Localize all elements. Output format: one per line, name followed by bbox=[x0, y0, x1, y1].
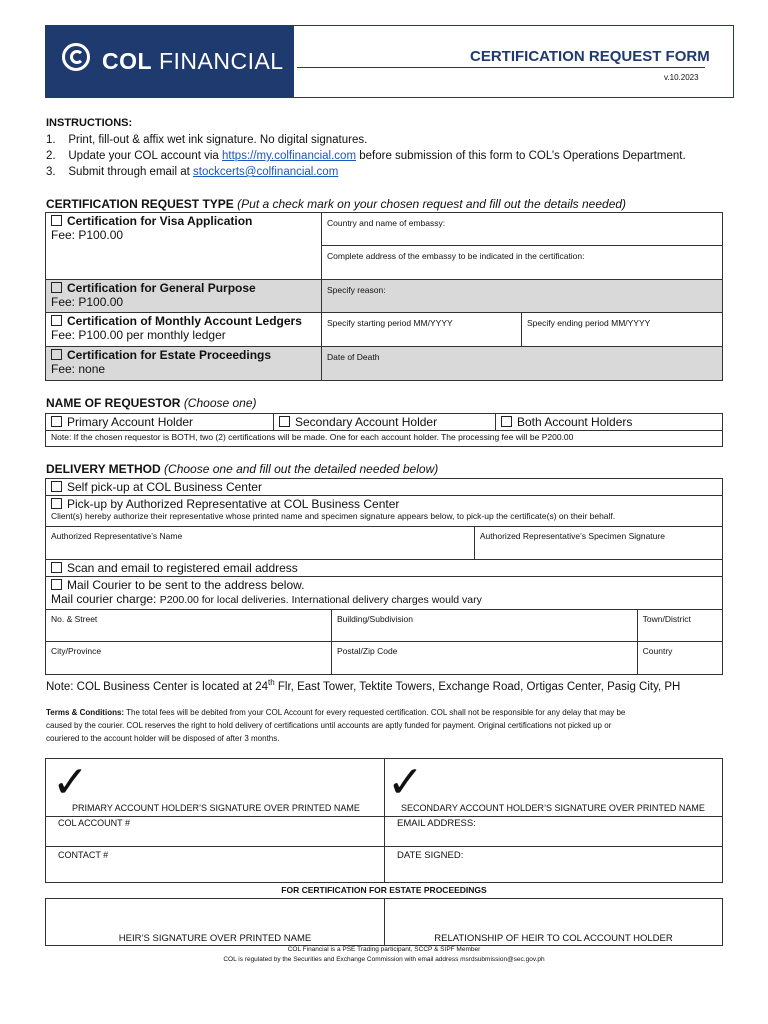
terms-line: caused by the courier. COL reserves the right to hold delivery of certifications until accounts are aptly funded for payment. Original certifications not picked up or bbox=[46, 721, 612, 730]
delivery-self-pickup-option[interactable]: Self pick-up at COL Business Center bbox=[46, 479, 723, 496]
terms-line: couriered to the account holder will be disposed of after 3 months. bbox=[46, 734, 280, 743]
checkbox-icon[interactable] bbox=[51, 349, 62, 360]
colfinancial-link[interactable]: https://my.colfinancial.com bbox=[222, 150, 357, 162]
brand-logo: COL FINANCIAL bbox=[102, 48, 284, 74]
footer-line: COL is regulated by the Securities and Exchange Commission with email address msrdsubmission@sec.gov.ph bbox=[223, 956, 545, 963]
secondary-signature-field[interactable] bbox=[385, 759, 723, 817]
address-country-field[interactable]: Country bbox=[637, 642, 722, 675]
estate-table bbox=[45, 898, 723, 946]
address-zip-field[interactable]: Postal/Zip Code bbox=[331, 642, 637, 675]
start-period-field[interactable]: Specify starting period MM/YYYY bbox=[322, 313, 522, 347]
cert-ledger-cell[interactable]: Certification of Monthly Account Ledgers Fee: P100.00 per monthly ledger bbox=[46, 313, 322, 347]
primary-signature-label: PRIMARY ACCOUNT HOLDER’S SIGNATURE OVER PRINTED NAME bbox=[72, 803, 360, 813]
address-street-field[interactable]: No. & Street bbox=[46, 610, 332, 642]
delivery-heading: DELIVERY METHOD (Choose one and fill out the detailed needed below) bbox=[46, 462, 439, 476]
checkbox-icon[interactable] bbox=[51, 498, 62, 509]
instructions-heading: INSTRUCTIONS: bbox=[46, 117, 133, 129]
cert-type-heading: CERTIFICATION REQUEST TYPE (Put a check mark on your chosen request and fill out the details needed) bbox=[46, 197, 627, 211]
checkbox-icon[interactable] bbox=[51, 315, 62, 326]
version-label: v.10.2023 bbox=[664, 73, 699, 82]
check-mark-icon: ✓ bbox=[387, 758, 424, 807]
instruction-item: 2. Update your COL account via https://my.colfinancial.com before submission of this form to COL’s Operations Department. bbox=[46, 150, 686, 162]
date-of-death-field[interactable]: Date of Death bbox=[322, 347, 723, 381]
footer-line: COL Financial is a PSE Trading participant, SCCP & SIPF Member bbox=[287, 946, 481, 953]
location-note: Note: COL Business Center is located at 24th Flr, East Tower, Tektite Towers, Exchange Road, Ortigas Center, Pasig City, PH bbox=[46, 678, 681, 693]
delivery-rep-pickup-option[interactable]: Pick-up by Authorized Representative at COL Business Center Client(s) hereby authorize their representative whose printed name and specimen signature appears below, to pick-up the certificate(s) on their behalf. bbox=[46, 496, 723, 527]
delivery-table bbox=[45, 478, 723, 675]
address-city-field[interactable]: City/Province bbox=[46, 642, 332, 675]
secondary-signature-label: SECONDARY ACCOUNT HOLDER’S SIGNATURE OVER PRINTED NAME bbox=[401, 803, 705, 813]
rep-name-field[interactable]: Authorized Representative’s Name bbox=[46, 527, 475, 560]
instruction-item: 3. Submit through email at stockcerts@colfinancial.com bbox=[46, 166, 339, 178]
instruction-item: 1. Print, fill-out & affix wet ink signature. No digital signatures. bbox=[46, 134, 368, 146]
email-address-field[interactable]: EMAIL ADDRESS: bbox=[385, 817, 723, 847]
requestor-both-option[interactable]: Both Account Holders bbox=[496, 414, 723, 431]
rep-authorization-note: Client(s) hereby authorize their representative whose printed name and specimen signature appears below, to pick-up the certificate(s) on their behalf. bbox=[51, 511, 616, 521]
rep-signature-field[interactable]: Authorized Representative’s Specimen Signature bbox=[474, 527, 722, 560]
checkbox-icon[interactable] bbox=[51, 215, 62, 226]
heir-relationship-field[interactable]: RELATIONSHIP OF HEIR TO COL ACCOUNT HOLDER bbox=[385, 899, 723, 946]
delivery-mail-courier-option[interactable]: Mail Courier to be sent to the address below. Mail courier charge: P200.00 for local deliveries. International delivery charges would vary bbox=[46, 577, 723, 610]
contact-field[interactable]: CONTACT # bbox=[46, 847, 385, 883]
requestor-primary-option[interactable]: Primary Account Holder bbox=[46, 414, 274, 431]
cert-estate-cell[interactable]: Certification for Estate Proceedings Fee: none bbox=[46, 347, 322, 381]
checkbox-icon[interactable] bbox=[501, 416, 512, 427]
signature-table bbox=[45, 758, 723, 883]
date-signed-field[interactable]: DATE SIGNED: bbox=[385, 847, 723, 883]
embassy-address-field[interactable]: Complete address of the embassy to be indicated in the certification: bbox=[322, 246, 723, 280]
requestor-note: Note: If the chosen requestor is BOTH, two (2) certifications will be made. One for each account holder. The processing fee will be P200.00 bbox=[46, 431, 723, 447]
checkbox-icon[interactable] bbox=[51, 562, 62, 573]
heir-signature-field[interactable]: HEIR’S SIGNATURE OVER PRINTED NAME bbox=[46, 899, 385, 946]
col-account-field[interactable]: COL ACCOUNT # bbox=[46, 817, 385, 847]
terms-line: Terms & Conditions: The total fees will be debited from your COL Account for every requested certification. COL shall not be responsible for any delay that may be bbox=[46, 708, 626, 717]
checkbox-icon[interactable] bbox=[51, 282, 62, 293]
logo-c-icon bbox=[70, 50, 84, 64]
cert-visa-cell[interactable]: Certification for Visa Application Fee: P100.00 bbox=[46, 213, 322, 280]
checkbox-icon[interactable] bbox=[51, 481, 62, 492]
estate-heading: FOR CERTIFICATION FOR ESTATE PROCEEDINGS bbox=[281, 885, 487, 895]
checkbox-icon[interactable] bbox=[51, 416, 62, 427]
cert-type-table bbox=[45, 212, 723, 381]
email-link[interactable]: stockcerts@colfinancial.com bbox=[193, 166, 339, 178]
requestor-heading: NAME OF REQUESTOR (Choose one) bbox=[46, 396, 257, 410]
address-building-field[interactable]: Building/Subdivision bbox=[331, 610, 637, 642]
checkbox-icon[interactable] bbox=[51, 579, 62, 590]
delivery-scan-email-option[interactable]: Scan and email to registered email address bbox=[46, 560, 723, 577]
cert-general-cell[interactable]: Certification for General Purpose Fee: P100.00 bbox=[46, 280, 322, 313]
primary-signature-field[interactable] bbox=[46, 759, 385, 817]
title-underline bbox=[297, 67, 705, 68]
check-mark-icon: ✓ bbox=[52, 758, 89, 807]
requestor-table bbox=[45, 413, 723, 447]
checkbox-icon[interactable] bbox=[279, 416, 290, 427]
end-period-field[interactable]: Specify ending period MM/YYYY bbox=[522, 313, 723, 347]
embassy-name-field[interactable]: Country and name of embassy: bbox=[322, 213, 723, 246]
address-town-field[interactable]: Town/District bbox=[637, 610, 722, 642]
form-title: CERTIFICATION REQUEST FORM bbox=[470, 48, 710, 65]
reason-field[interactable]: Specify reason: bbox=[322, 280, 723, 313]
requestor-secondary-option[interactable]: Secondary Account Holder bbox=[274, 414, 496, 431]
